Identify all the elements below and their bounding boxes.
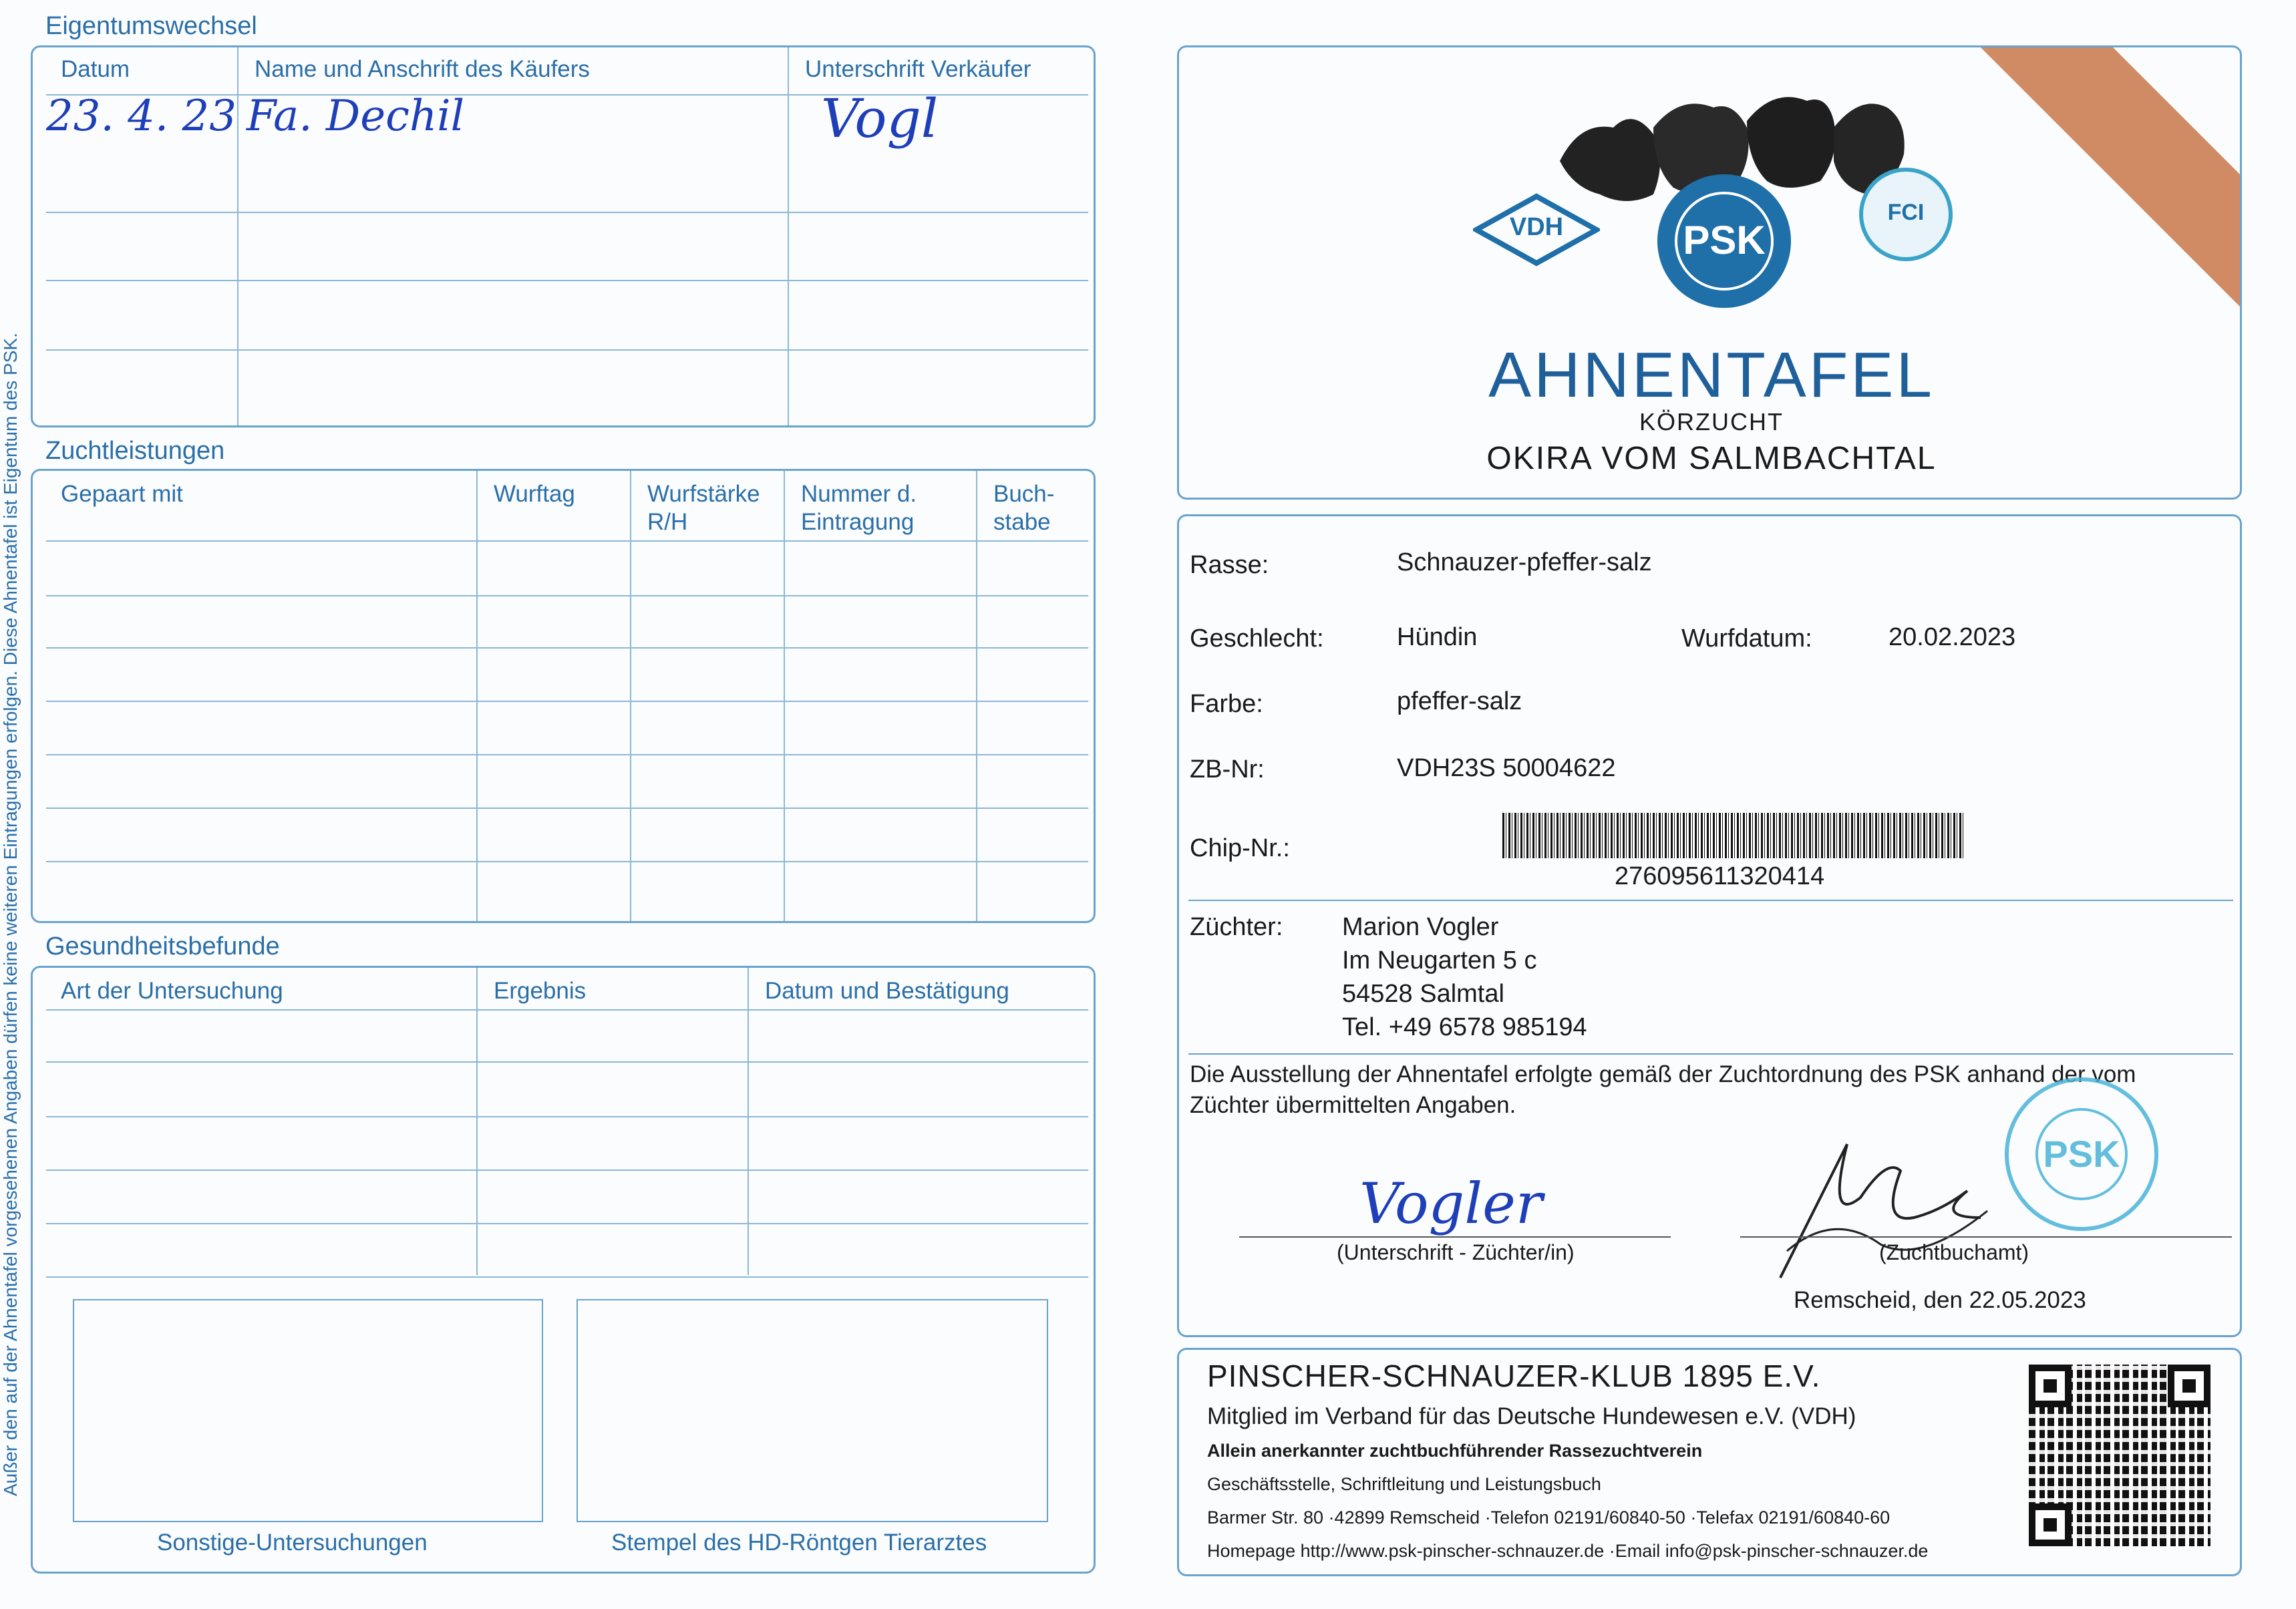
handwritten-buyer: Fa. Dechil — [247, 92, 465, 141]
other-exams-box — [73, 1299, 543, 1522]
breeding-table — [31, 469, 1096, 923]
ownership-table — [31, 45, 1096, 427]
club-name: PINSCHER-SCHNAUZER-KLUB 1895 E.V. — [1207, 1359, 1821, 1393]
chip-label: Chip-Nr.: — [1190, 834, 1290, 862]
zuechter-line-4: Tel. +49 6578 985194 — [1342, 1013, 1587, 1041]
dog-name: OKIRA VOM SALMBACHTAL — [1486, 441, 1937, 476]
handwritten-seller-signature: Vogl — [821, 87, 939, 150]
ownership-title: Eigentumswechsel — [45, 12, 257, 40]
other-exams-label: Sonstige-Untersuchungen — [157, 1530, 428, 1556]
header-ergebnis: Ergebnis — [494, 978, 587, 1004]
geschlecht-value: Hündin — [1397, 623, 1478, 651]
header-wurfstaerke: Wurfstärke — [647, 481, 760, 507]
header-rh: R/H — [647, 509, 688, 535]
zuechter-line-2: Im Neugarten 5 c — [1342, 946, 1537, 974]
zb-label: ZB-Nr: — [1190, 755, 1265, 783]
pedigree-subtitle: KÖRZUCHT — [1639, 408, 1784, 435]
rasse-value: Schnauzer-pfeffer-salz — [1397, 548, 1652, 576]
zuechter-line-1: Marion Vogler — [1342, 913, 1499, 941]
header-wurftag: Wurftag — [494, 481, 575, 507]
statement-line-2: Züchter übermittelten Angaben. — [1190, 1092, 1516, 1118]
chip-value: 276095611320414 — [1615, 862, 1825, 890]
header-datum: Datum — [61, 56, 130, 82]
xray-stamp-label: Stempel des HD-Röntgen Tierarztes — [611, 1530, 987, 1556]
psk-logo: PSK — [1657, 174, 1791, 308]
zuechter-label: Züchter: — [1190, 913, 1283, 941]
club-membership: Mitglied im Verband für das Deutsche Hundewesen e.V. (VDH) — [1207, 1403, 1856, 1429]
header-stabe: stabe — [993, 509, 1051, 535]
official-signature-icon — [1767, 1117, 2007, 1291]
header-eintragung: Eintragung — [801, 509, 915, 535]
header-datum-bestaetigung: Datum und Bestätigung — [765, 978, 1009, 1004]
qr-code-icon — [2029, 1365, 2210, 1546]
rasse-label: Rasse: — [1190, 551, 1269, 579]
breeding-title: Zuchtleistungen — [45, 437, 225, 465]
wurfdatum-value: 20.02.2023 — [1889, 623, 2016, 651]
club-recognition: Allein anerkannter zuchtbuchführender Rassezuchtverein — [1207, 1441, 1703, 1461]
place-date: Remscheid, den 22.05.2023 — [1794, 1287, 2086, 1313]
header-kaeufer: Name und Anschrift des Käufers — [255, 56, 590, 82]
club-address: Barmer Str. 80 ·42899 Remscheid ·Telefon 02191/60840-50 ·Telefax 02191/60840-60 — [1207, 1507, 1891, 1528]
club-office: Geschäftsstelle, Schriftleitung und Leistungsbuch — [1207, 1474, 1601, 1494]
breeder-signature-label: (Unterschrift - Züchter/in) — [1337, 1240, 1575, 1264]
side-note: Außer den auf der Ahnentafel vorgesehenen Angaben dürfen keine weiteren Eintragungen erfolgen. Diese Ahnentafel ist Eigentum des PSK. — [0, 333, 21, 1496]
health-title: Gesundheitsbefunde — [45, 932, 280, 960]
header-nummer: Nummer d. — [801, 481, 917, 507]
handwritten-date: 23. 4. 23 — [46, 92, 236, 141]
geschlecht-label: Geschlecht: — [1190, 624, 1324, 653]
header-buch: Buch- — [993, 481, 1055, 507]
club-web: Homepage http://www.psk-pinscher-schnauzer.de ·Email info@psk-pinscher-schnauzer.de — [1207, 1541, 1929, 1561]
farbe-label: Farbe: — [1190, 690, 1263, 718]
chip-barcode — [1502, 813, 1965, 858]
pedigree-title: AHNENTAFEL — [1488, 339, 1935, 411]
header-unterschrift: Unterschrift Verkäufer — [805, 56, 1031, 82]
header-gepaart: Gepaart mit — [61, 481, 183, 507]
zb-value: VDH23S 50004622 — [1397, 754, 1616, 782]
fci-logo: FCI — [1859, 168, 1953, 261]
vdh-logo: VDH — [1473, 193, 1587, 266]
breeder-signature: Vogler — [1359, 1171, 1543, 1236]
pedigree-header-card — [1177, 45, 2242, 500]
club-footer-card — [1177, 1348, 2242, 1576]
statement-line-1: Die Ausstellung der Ahnentafel erfolgte gemäß der Zuchtordnung des PSK anhand der vom — [1190, 1061, 2136, 1087]
psk-stamp: PSK — [2005, 1077, 2158, 1231]
official-signature-label: (Zuchtbuchamt) — [1879, 1240, 2029, 1264]
farbe-value: pfeffer-salz — [1397, 687, 1522, 715]
wurfdatum-label: Wurfdatum: — [1681, 624, 1812, 653]
health-table — [31, 966, 1096, 1574]
zuechter-line-3: 54528 Salmtal — [1342, 980, 1504, 1008]
details-card — [1177, 514, 2242, 1337]
header-art: Art der Untersuchung — [61, 978, 283, 1004]
xray-stamp-box — [577, 1299, 1048, 1522]
